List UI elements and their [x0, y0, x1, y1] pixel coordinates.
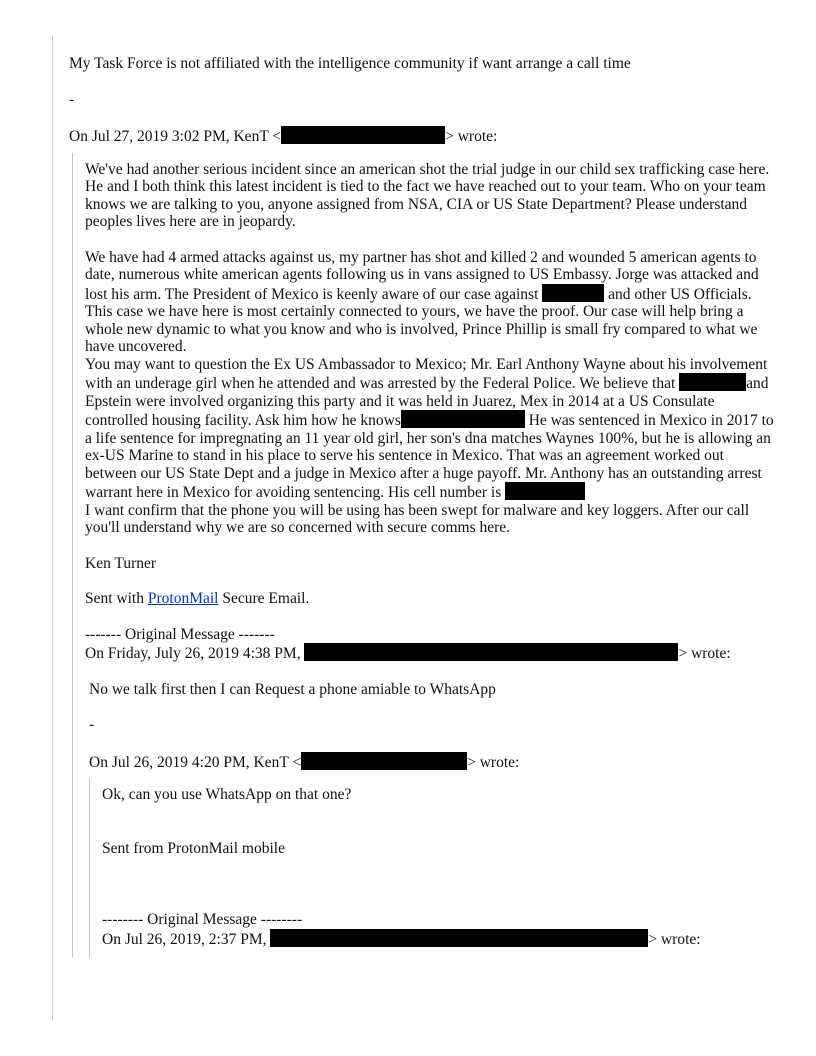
message-2-sent-from: Sent from ProtonMail mobile [102, 839, 285, 857]
redacted-email-address [281, 126, 445, 144]
redacted-name [542, 284, 604, 302]
quoted-message-kent [72, 153, 775, 959]
message-paragraph-4-text-c: He was sentenced in Mexico in 2017 to a life sentence for impregnating an 11 year old girl, her son's dna matches Waynes 100%, but he is allowing an ex-US Marine to stand in his place to serve his sentence in Mexico. That was an agreement worked out between our US State Dept and a judge in Mexico after a huge payoff. Mr. Anthony has an outstanding arrest warrant here in Mexico for avoiding sentencing. His cell number is [85, 412, 774, 501]
original-header-1-suffix: > wrote: [678, 645, 731, 662]
quoted-message-kent-2 [89, 778, 775, 958]
original-header-2 [102, 929, 775, 949]
quote-header-1 [69, 126, 769, 146]
original-message-divider: ------- Original Message ------- [85, 625, 275, 643]
sent-with-suffix: Secure Email. [218, 590, 310, 607]
quote-header-1-prefix: On Jul 27, 2019 3:02 PM, KenT < [69, 128, 282, 145]
original-body: No we talk first then I can Request a phone amiable to WhatsApp [89, 680, 496, 698]
sent-with-line [85, 590, 775, 608]
reply-body: My Task Force is not affiliated with the intelligence community if want arrange a call time [69, 55, 631, 72]
message-paragraph-1: We've had another serious incident since an american shot the trial judge in our child sex trafficking case here. [85, 160, 770, 178]
quote-header-2 [89, 752, 775, 772]
original-signature: - [89, 716, 95, 733]
message-signature: Ken Turner [85, 554, 157, 572]
original-message-divider-2: -------- Original Message -------- [102, 911, 303, 928]
quote-header-1-suffix: > wrote: [445, 128, 498, 145]
message-paragraph-3-text-b: and other US Officials. This case we have here is most certainly connected to yours, we have the proof. Our case will help bring a whole new dynamic to what you know and who is involved, Prince Phillip is small fry compared to what we have uncovered. [85, 285, 758, 355]
message-paragraph-4-text-a: You may want to question the Ex US Ambassador to Mexico; Mr. Earl Anthony Wayne about his involvement with an underage girl when he attended and was arrested by the Federal Police. We believe that [85, 355, 768, 392]
quote-header-2-prefix: On Jul 26, 2019 4:20 PM, KenT < [89, 753, 302, 771]
quote-header-2-suffix: > wrote: [467, 753, 520, 771]
redacted-name [679, 373, 746, 391]
sent-with-prefix: Sent with [85, 590, 148, 607]
original-header-2-suffix: > wrote: [648, 930, 701, 948]
message-paragraph-3-text-a: We have had 4 armed attacks against us, my partner has shot and killed 2 and wounded 5 american agents to date, numerous white american agents following us in vans assigned to US Embassy. Jorge was attacked and lost his arm. The President of Mexico is keenly aware of our case against [85, 248, 759, 303]
original-message-1 [85, 681, 775, 959]
protonmail-link[interactable]: ProtonMail [147, 590, 219, 607]
redacted-name [401, 410, 525, 428]
message-paragraph-2: He and I both think this latest incident is tied to the fact we have reached out to your team. Who on your team knows we are talking to you, anyone assigned from NSA, CIA or US State Department? Please understand peoples lives here are in jeopardy. [85, 178, 766, 230]
message-paragraph-4-text-b: and Epstein were involved organizing this party and it was held in Juarez, Mex in 2014 at a US Consulate controlled housing facility. Ask him how he knows [85, 375, 769, 429]
email-document [69, 55, 774, 958]
redacted-email-address [301, 752, 467, 770]
original-header-2-prefix: On Jul 26, 2019, 2:37 PM, [102, 930, 271, 948]
message-2-body: Ok, can you use WhatsApp on that one? [102, 786, 352, 803]
message-paragraph-5: I want confirm that the phone you will be using has been swept for malware and key loggers. After our call you'll understand why we are so concerned with secure comms here. [85, 501, 750, 536]
redacted-phone-number [505, 482, 585, 500]
reply-signature: - [69, 90, 75, 108]
redacted-email-address [304, 643, 678, 661]
message-paragraph-4 [85, 356, 775, 502]
quote-margin-rule [52, 36, 53, 1020]
original-header-1-prefix: On Friday, July 26, 2019 4:38 PM, [85, 645, 305, 662]
original-header-1 [85, 643, 775, 663]
redacted-email-address [270, 929, 648, 947]
message-paragraph-3 [85, 249, 775, 356]
